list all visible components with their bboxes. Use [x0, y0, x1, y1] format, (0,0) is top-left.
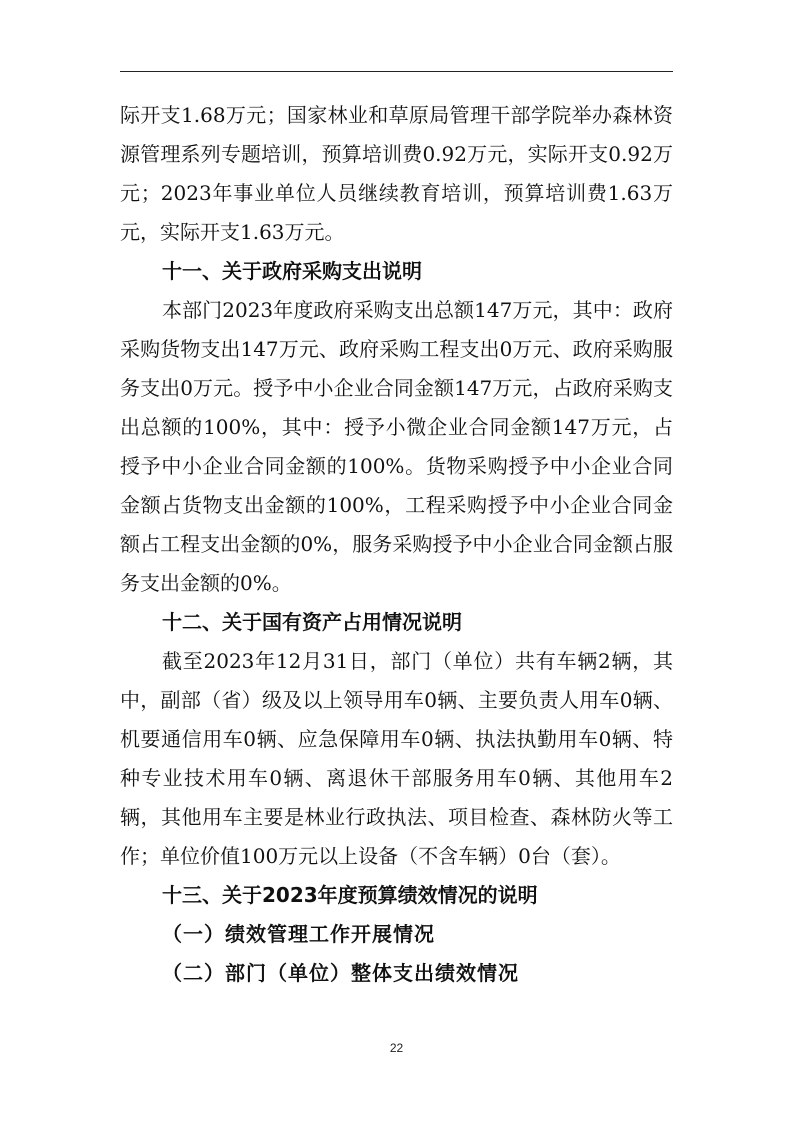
document-body — [120, 96, 673, 993]
paragraph-state-assets: 截至2023年12月31日，部门（单位）共有车辆2辆，其中，副部（省）级及以上领导用车0辆、主要负责人用车0辆、机要通信用车0辆、应急保障用车0辆、执法执勤用车0辆、特种专业技术用车0辆、离退休干部服务用车0辆、其他用车2辆，其他用车主要是林业行政执法、项目检查、森林防火等工作；单位价值100万元以上设备（不含车辆）0台（套）。 — [120, 649, 673, 868]
header-rule — [120, 71, 673, 72]
subheading-performance-management: （一）绩效管理工作开展情况 — [162, 922, 435, 946]
page-number: 22 — [389, 1041, 404, 1055]
paragraph-government-procurement: 本部门2023年度政府采购支出总额147万元，其中：政府采购货物支出147万元、政府采购工程支出0万元、政府采购服务支出0万元。授予中小企业合同金额147万元，占政府采购支出总额的100%，其中：授予小微企业合同金额147万元，占授予中小企业合同金额的100%。货物采购授予中小企业合同金额占货物支出金额的100%，工程采购授予中小企业合同金额占工程支出金额的0%，服务采购授予中小企业合同金额占服务支出金额的0%。 — [120, 298, 673, 595]
heading-state-assets: 十二、关于国有资产占用情况说明 — [162, 610, 462, 634]
paragraph-training-continued: 际开支1.68万元；国家林业和草原局管理干部学院举办森林资源管理系列专题培训，预算培训费0.92万元，实际开支0.92万元；2023年事业单位人员继续教育培训，预算培训费1.63万元，实际开支1.63万元。 — [120, 103, 673, 244]
subheading-overall-expenditure-performance: （二）部门（单位）整体支出绩效情况 — [162, 961, 519, 985]
heading-budget-performance: 十三、关于2023年度预算绩效情况的说明 — [162, 883, 538, 907]
heading-government-procurement: 十一、关于政府采购支出说明 — [162, 259, 422, 283]
